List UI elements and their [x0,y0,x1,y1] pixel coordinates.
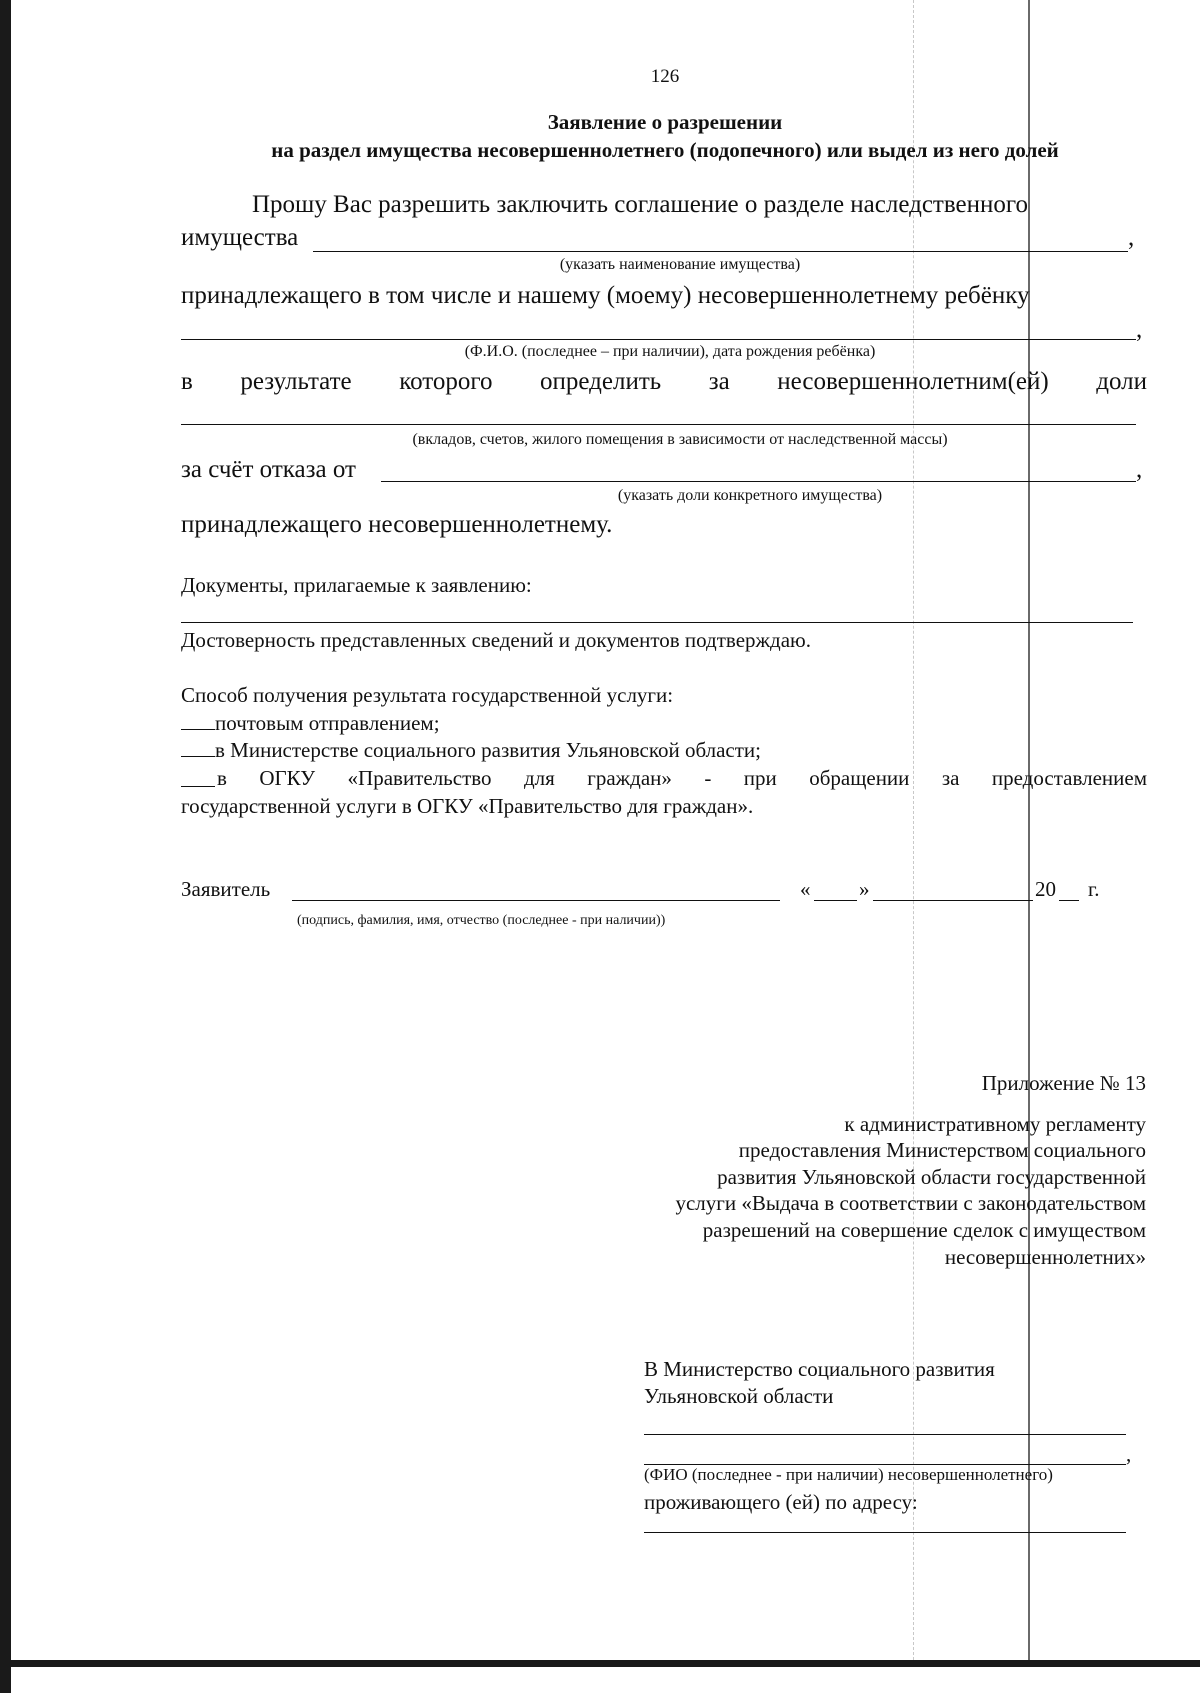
property-label: имущества [181,224,299,251]
refusal-label: за счёт отказа от [181,456,356,483]
child-comma: , [1136,316,1143,343]
property-field[interactable] [313,251,1128,252]
appendix-line: предоставления Министерством социального [738,1138,1146,1162]
documents-label: Документы, прилагаемые к заявлению: [181,573,532,597]
checkbox-blank[interactable] [181,711,215,730]
appendix-line: развития Ульяновской области государственной [717,1165,1146,1189]
hint-shares: (вкладов, счетов, жилого помещения в зависимости от наследственной массы) [412,431,948,448]
appendix-line: услуги «Выдача в соответствии с законодательством [675,1191,1146,1215]
appendix-title: Приложение № 13 [981,1071,1146,1095]
hint-signature: (подпись, фамилия, имя, отчество (последнее - при наличии)) [297,913,666,928]
documents-field[interactable] [181,622,1133,623]
quote-open: « [800,877,811,901]
property-comma: , [1128,224,1135,251]
method-option-ogku-cont: государственной услуги в ОГКУ «Правительство для граждан». [181,794,754,818]
appendix-line: к административному регламенту [844,1112,1146,1136]
year-prefix: 20 [1035,877,1056,901]
child-field[interactable] [181,339,1136,340]
scan-fold-line [1028,0,1030,1660]
checkbox-blank[interactable] [181,738,215,757]
year-suffix: г. [1088,877,1100,901]
confirm-text: Достоверность представленных сведений и документов подтверждаю. [181,628,811,652]
form-title-line1: Заявление о разрешении [547,110,783,134]
hint-refusal: (указать доли конкретного имущества) [617,487,883,504]
addressee-line1: В Министерство социального развития [644,1357,995,1381]
address-label: проживающего (ей) по адресу: [644,1490,918,1514]
refusal-field[interactable] [381,481,1136,482]
checkbox-blank[interactable] [181,768,215,787]
quote-close: » [859,877,870,901]
method-label: Способ получения результата государственной услуги: [181,683,674,707]
belonging-minor: принадлежащего несовершеннолетнему. [181,511,613,538]
year-field[interactable] [1059,900,1079,901]
request-line: Прошу Вас разрешить заключить соглашение о разделе наследственного [252,191,1029,218]
addressee-line2: Ульяновской области [644,1384,834,1408]
fio-field-1[interactable] [644,1434,1126,1435]
address-field[interactable] [644,1532,1126,1533]
shares-field[interactable] [181,424,1136,425]
signature-field[interactable] [292,900,780,901]
hint-fio: (ФИО (последнее - при наличии) несовершеннолетнего) [644,1465,1053,1484]
result-line: в результате которого определить за несовершеннолетним(ей) доли [181,368,1147,395]
hint-child: (Ф.И.О. (последнее – при наличии), дата рождения ребёнка) [464,343,876,360]
fio-comma: , [1126,1442,1132,1466]
page-number: 126 [650,66,680,87]
appendix-line: несовершеннолетних» [944,1245,1146,1269]
method-option-ogku[interactable]: в ОГКУ «Правительство для граждан» - при обращении за предоставлением [181,766,1147,791]
method-option-post[interactable]: почтовым отправлением; [181,711,440,736]
refusal-comma: , [1136,456,1143,483]
form-title-line2: на раздел имущества несовершеннолетнего (подопечного) или выдел из него долей [271,138,1059,162]
belonging-line: принадлежащего в том числе и нашему (моему) несовершеннолетнему ребёнку [181,282,1030,309]
scan-border-bottom [0,1660,1200,1667]
method-option-ministry[interactable]: в Министерстве социального развития Ульяновской области; [181,738,761,763]
scan-border-left [0,0,11,1693]
applicant-label: Заявитель [181,877,271,901]
scan-fold-line-faint [913,0,915,1660]
day-field[interactable] [814,900,857,901]
month-field[interactable] [873,900,1033,901]
hint-property: (указать наименование имущества) [559,256,801,273]
appendix-line: разрешений на совершение сделок с имуществом [702,1218,1146,1242]
